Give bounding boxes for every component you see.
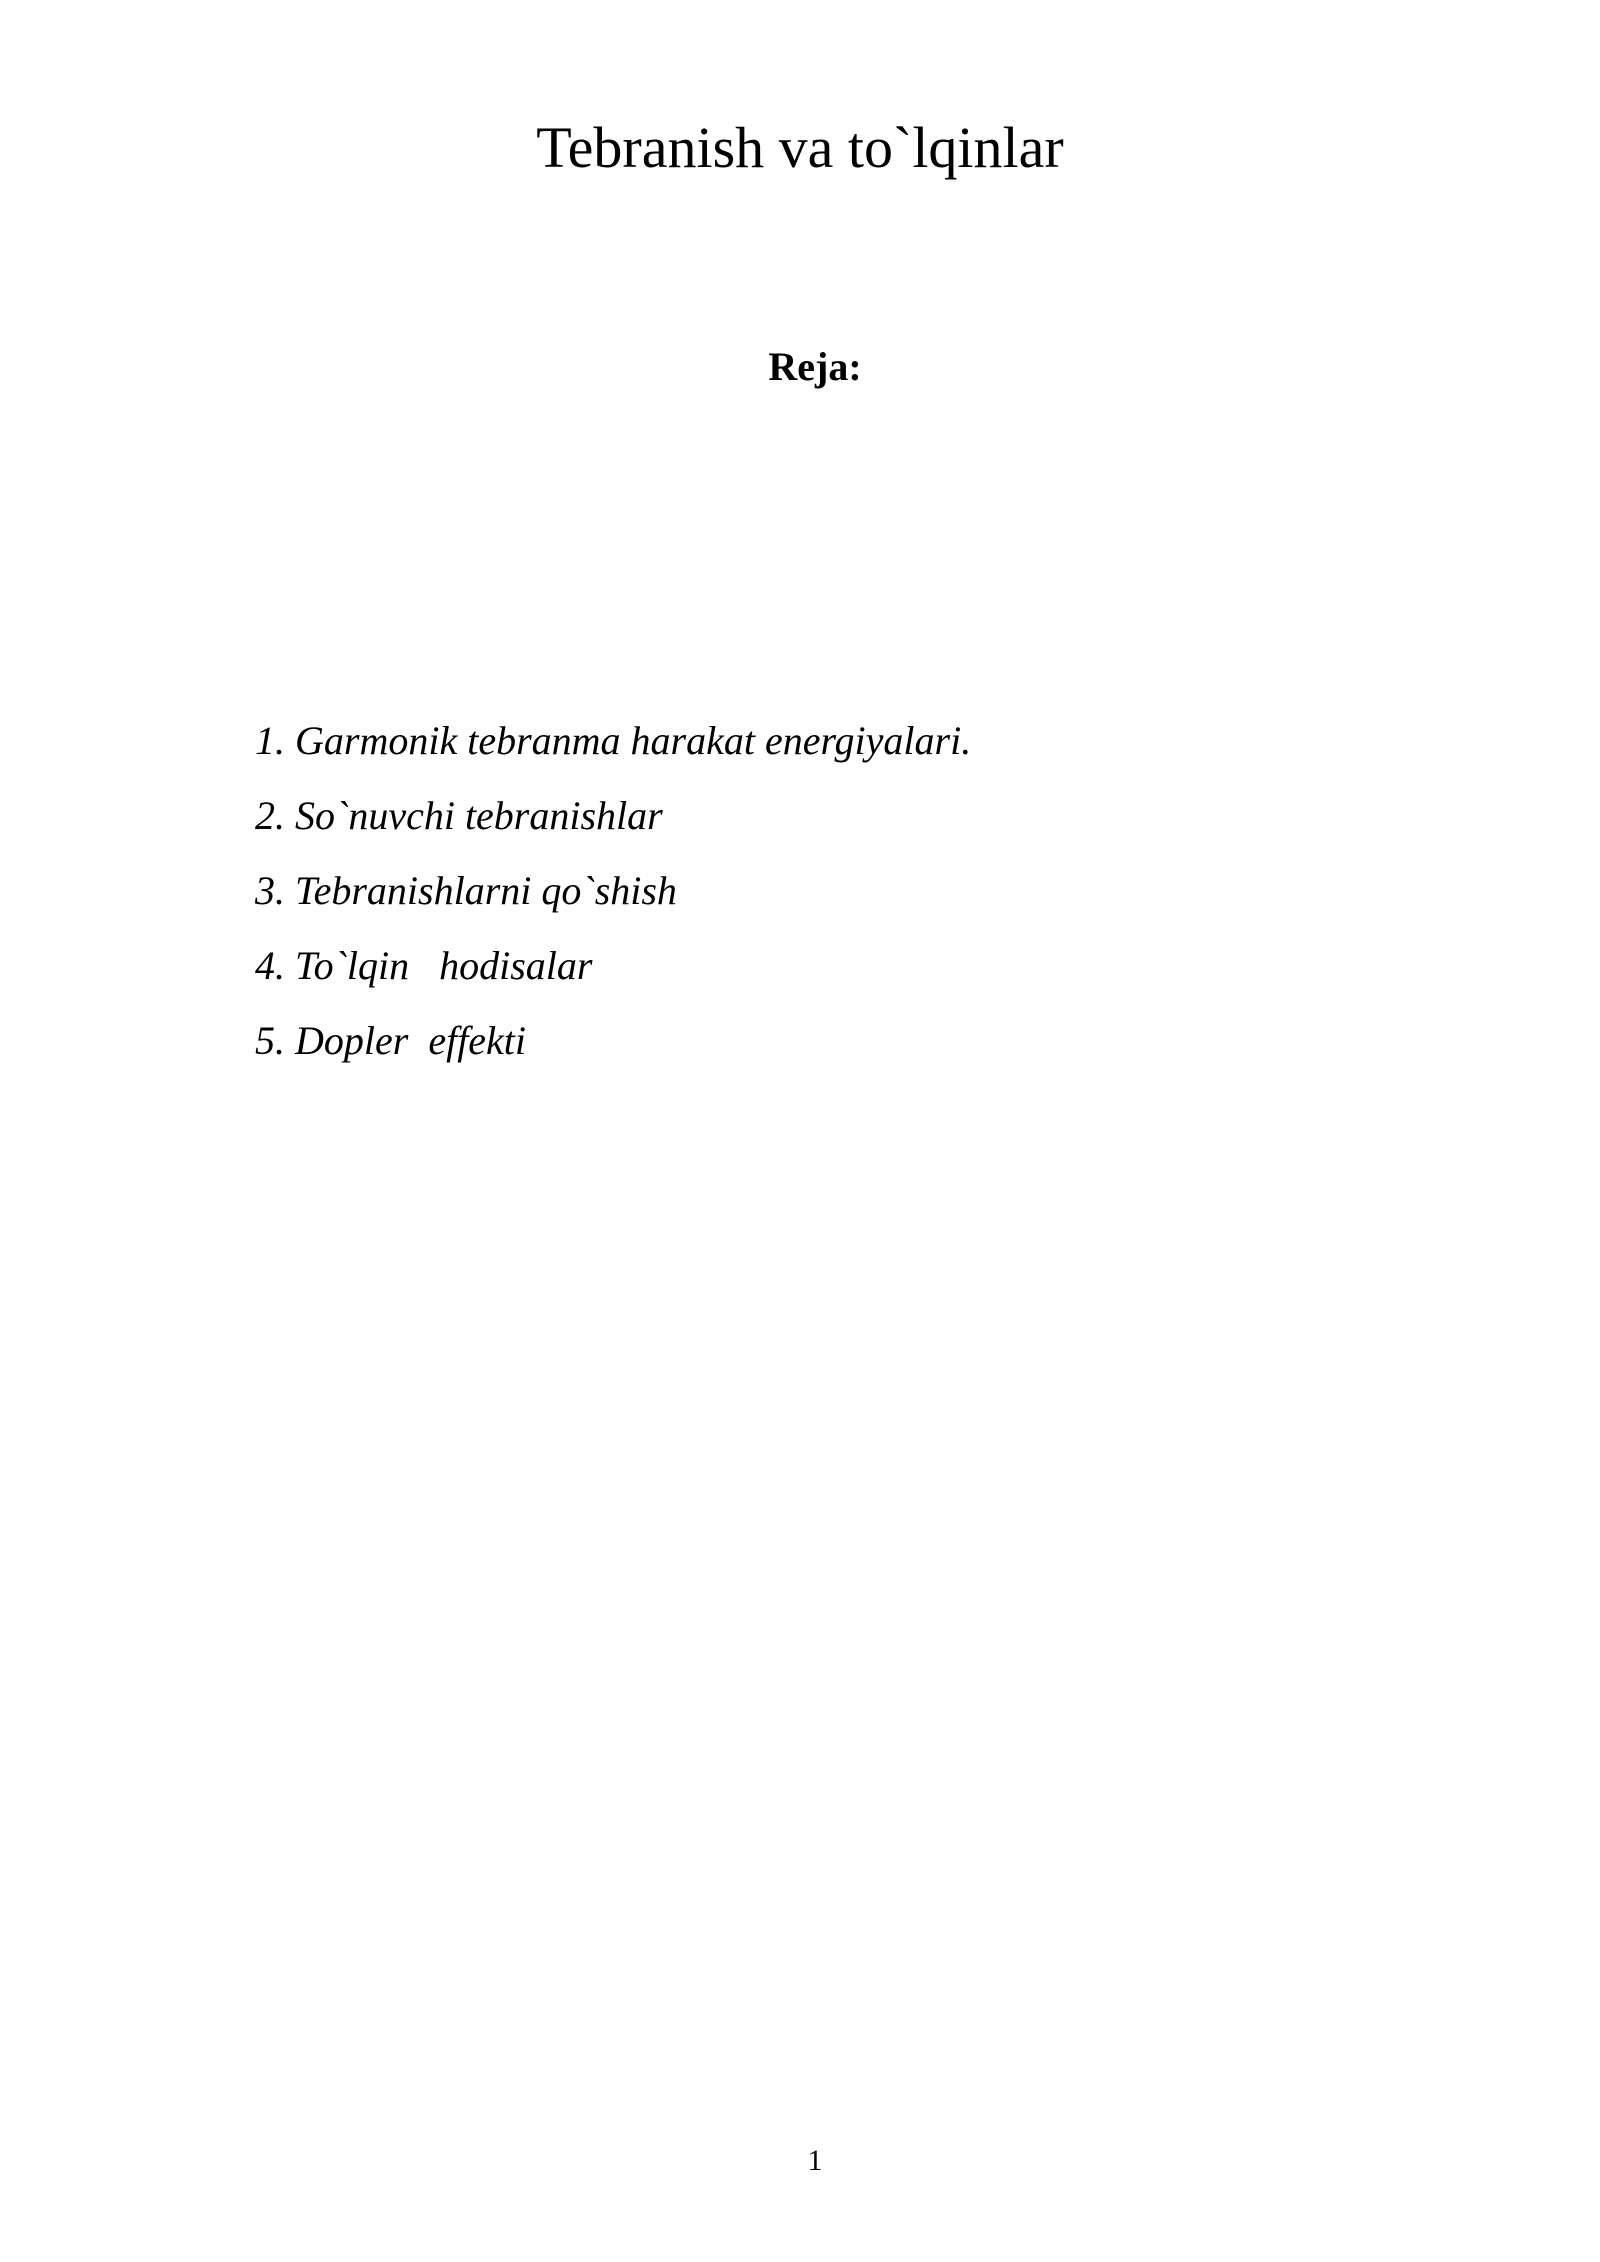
page-title: Tebranish va to`lqinlar (536, 115, 1064, 180)
page-number: 1 (807, 2144, 823, 2177)
plan-item-2: 2. So`nuvchi tebranishlar (255, 793, 663, 838)
plan-item-1: 1. Garmonik tebranma harakat energiyalari. (255, 718, 972, 763)
plan-item-4: 4. To`lqin hodisalar (255, 943, 593, 988)
plan-heading: Reja: (768, 344, 862, 389)
plan-item-3: 3. Tebranishlarni qo`shish (255, 868, 677, 913)
plan-item-5: 5. Dopler effekti (255, 1018, 527, 1063)
plan-list (255, 716, 971, 1091)
